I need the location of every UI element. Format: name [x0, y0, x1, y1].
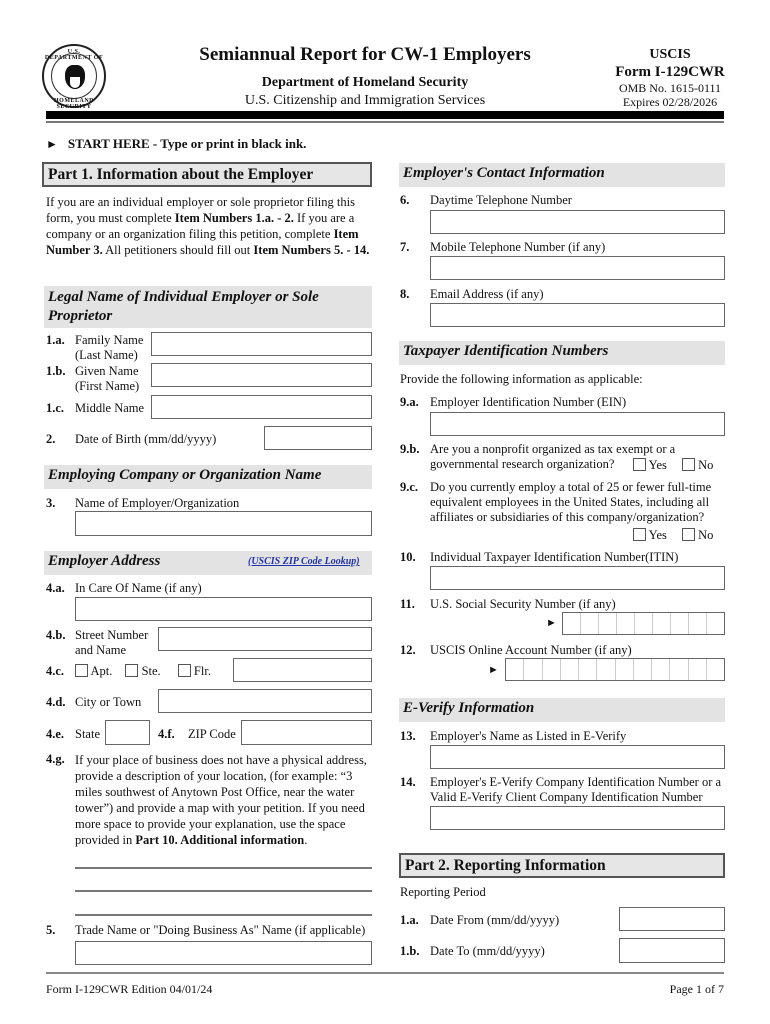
intro-ref: Item Numbers 5. - 14.: [253, 243, 370, 257]
footer-divider: [46, 972, 724, 974]
arrow-right-icon: ►: [488, 664, 499, 676]
date-of-birth-label: Date of Birth (mm/dd/yyyy): [75, 432, 217, 446]
daytime-phone-input[interactable]: [430, 210, 725, 234]
header-divider-thin: [46, 121, 724, 123]
no-label: No: [698, 458, 714, 472]
employer-org-input[interactable]: [75, 511, 372, 536]
item-number: 7.: [400, 240, 410, 254]
part2-header: Part 2. Reporting Information: [399, 853, 725, 878]
ssn-label: U.S. Social Security Number (if any): [430, 597, 616, 611]
flr-label: Flr.: [193, 664, 211, 678]
item-number: 10.: [400, 550, 416, 564]
item-number: 1.b.: [400, 944, 420, 958]
middle-name-input[interactable]: [151, 395, 372, 419]
item-number: 12.: [400, 643, 416, 657]
itin-label: Individual Taxpayer Identification Number(ITIN): [430, 550, 679, 564]
email-label: Email Address (if any): [430, 287, 544, 301]
email-input[interactable]: [430, 303, 725, 327]
daytime-phone-label: Daytime Telephone Number: [430, 193, 572, 207]
ste-checkbox[interactable]: [125, 664, 138, 677]
header-divider-thick: [46, 111, 724, 119]
taxpayer-heading: Taxpayer Identification Numbers: [399, 341, 725, 365]
zip-lookup-link[interactable]: (USCIS ZIP Code Lookup): [248, 556, 360, 567]
everify-name-label: Employer's Name as Listed in E-Verify: [430, 729, 627, 743]
item-number: 1.c.: [46, 401, 65, 415]
item-number: 9.b.: [400, 442, 420, 456]
date-to-label: Date To (mm/dd/yyyy): [430, 944, 545, 958]
street-input[interactable]: [158, 627, 372, 651]
given-name-input[interactable]: [151, 363, 372, 387]
given-name-label: Given Name (First Name): [75, 364, 140, 393]
item-number: 13.: [400, 729, 416, 743]
small-employer-question: Do you currently employ a total of 25 or fewer full-time equivalent employees in the United States, including all affiliates or subsidiaries of this company/organization?: [430, 480, 712, 524]
zip-input[interactable]: [241, 720, 372, 745]
start-here-text: START HERE - Type or print in black ink.: [67, 136, 307, 151]
ste-label: Ste.: [141, 664, 161, 678]
no-label: No: [698, 528, 714, 542]
nonprofit-question: Are you a nonprofit organized as tax exempt or a governmental research organization?: [430, 442, 676, 471]
shield-icon: [69, 76, 81, 89]
location-description-text: If your place of business does not have a physical address, provide a description of your location, (for example: “3 miles southwest of Anytown Post Office, near the water tower”) and provide a map with your petition. If you need more space to provide your explanation, use the space provided in Part 10. Additional information.: [75, 753, 367, 847]
trade-name-label: Trade Name or "Doing Business As" Name (if applicable): [75, 923, 366, 937]
item-number: 4.a.: [46, 581, 65, 595]
arrow-right-icon: ►: [46, 137, 58, 151]
expiration-date: Expires 02/28/2026: [622, 95, 718, 109]
small-employer-options: [633, 528, 713, 543]
yes-label: Yes: [648, 458, 667, 472]
location-description-line-1[interactable]: [75, 867, 372, 869]
city-input[interactable]: [158, 689, 372, 713]
legal-name-heading: Legal Name of Individual Employer or Sole Proprietor: [44, 286, 372, 328]
care-of-label: In Care Of Name (if any): [75, 581, 202, 595]
intro-text: If you are an individual employer or sole proprietor filing this form, you must complete: [46, 195, 355, 225]
location-description-line-2[interactable]: [75, 890, 372, 892]
care-of-input[interactable]: [75, 597, 372, 621]
item-number: 9.c.: [400, 480, 419, 494]
item-number: 9.a.: [400, 395, 419, 409]
company-name-heading: Employing Company or Organization Name: [44, 465, 372, 489]
street-label: Street Number and Name: [75, 628, 149, 657]
item-number: 1.a.: [400, 913, 419, 927]
item-number: 4.e.: [46, 727, 65, 741]
location-description-line-3[interactable]: [75, 914, 372, 916]
arrow-right-icon: ►: [546, 617, 557, 629]
unit-number-input[interactable]: [233, 658, 372, 682]
flr-checkbox[interactable]: [178, 664, 191, 677]
intro-ref: Item Numbers 1.a. - 2.: [174, 211, 294, 225]
employer-org-label: Name of Employer/Organization: [75, 496, 240, 510]
seal-bottom-text: HOMELAND SECURITY: [54, 98, 94, 110]
state-label: State: [75, 727, 100, 741]
uscis-account-input[interactable]: [505, 658, 725, 681]
employer-address-heading: [44, 551, 372, 575]
city-label: City or Town: [75, 695, 142, 709]
state-input[interactable]: [105, 720, 150, 745]
family-name-input[interactable]: [151, 332, 372, 356]
item-number: 4.c.: [46, 664, 65, 678]
zip-label: ZIP Code: [188, 727, 236, 741]
family-name-label: Family Name (Last Name): [75, 333, 144, 362]
yes-label: Yes: [648, 528, 667, 542]
page-number: Page 1 of 7: [669, 982, 724, 996]
unit-type-options: [75, 664, 211, 679]
item-number: 3.: [46, 496, 56, 510]
item-number: 4.b.: [46, 628, 66, 642]
item-number: 14.: [400, 775, 416, 789]
ein-input[interactable]: [430, 412, 725, 436]
item-number: 4.g.: [46, 752, 65, 766]
intro-ref: Item Number 3.: [46, 227, 359, 257]
mobile-phone-label: Mobile Telephone Number (if any): [430, 240, 606, 254]
item-number: 4.f.: [158, 727, 175, 741]
agency-name: U.S. Citizenship and Immigration Services: [244, 93, 486, 108]
date-to-input[interactable]: [619, 938, 725, 963]
item-number: 1.b.: [46, 364, 66, 378]
ein-label: Employer Identification Number (EIN): [430, 395, 627, 409]
intro-text: All petitioners should fill out: [102, 243, 254, 257]
itin-input[interactable]: [430, 566, 725, 590]
part1-header: Part 1. Information about the Employer: [42, 162, 372, 187]
item-number: 2.: [46, 432, 56, 446]
item-number: 6.: [400, 193, 410, 207]
seal-top-text: U.S. DEPARTMENT OF: [44, 49, 104, 61]
date-from-label: Date From (mm/dd/yyyy): [430, 913, 560, 927]
apt-label: Apt.: [90, 664, 113, 678]
taxpayer-intro: Provide the following information as applicable:: [400, 372, 643, 386]
part1-intro: [46, 194, 372, 258]
small-employer-yes-checkbox[interactable]: [633, 528, 646, 541]
item-number: 5.: [46, 923, 56, 937]
everify-heading: E-Verify Information: [399, 698, 725, 722]
item-number: 1.a.: [46, 333, 65, 347]
employer-address-title: Employer Address: [48, 553, 161, 569]
omb-number: OMB No. 1615-0111: [618, 81, 722, 95]
small-employer-no-checkbox[interactable]: [682, 528, 695, 541]
intro-text: If you are a company or an organization filing this petition, complete: [46, 211, 355, 241]
nonprofit-yes-checkbox[interactable]: [633, 458, 646, 471]
department-name: Department of Homeland Security: [261, 75, 469, 90]
everify-id-input[interactable]: [430, 806, 725, 830]
everify-name-input[interactable]: [430, 745, 725, 769]
everify-id-label: Employer's E-Verify Company Identification Number or a Valid E-Verify Client Company Identification Number: [430, 775, 722, 804]
contact-info-heading: Employer's Contact Information: [399, 163, 725, 187]
nonprofit-options: [633, 458, 713, 473]
item-number: 8.: [400, 287, 410, 301]
start-here-instruction: [46, 136, 306, 152]
apt-checkbox[interactable]: [75, 664, 88, 677]
item-number: 11.: [400, 597, 415, 611]
form-edition: Form I-129CWR Edition 04/01/24: [46, 982, 213, 996]
mobile-phone-input[interactable]: [430, 256, 725, 280]
form-number: Form I-129CWR: [615, 64, 725, 80]
middle-name-label: Middle Name: [75, 401, 145, 415]
nonprofit-no-checkbox[interactable]: [682, 458, 695, 471]
reporting-period-label: Reporting Period: [400, 885, 486, 899]
item-number: 4.d.: [46, 695, 66, 709]
account-number-label: USCIS Online Account Number (if any): [430, 643, 632, 657]
agency-short: USCIS: [649, 47, 691, 62]
dhs-seal-icon: [42, 44, 106, 108]
form-title: Semiannual Report for CW-1 Employers: [199, 44, 531, 65]
date-from-input[interactable]: [619, 907, 725, 931]
seal-inner-ring: [51, 53, 97, 99]
ssn-input[interactable]: [562, 612, 725, 635]
date-of-birth-input[interactable]: [264, 426, 372, 450]
trade-name-input[interactable]: [75, 941, 372, 965]
